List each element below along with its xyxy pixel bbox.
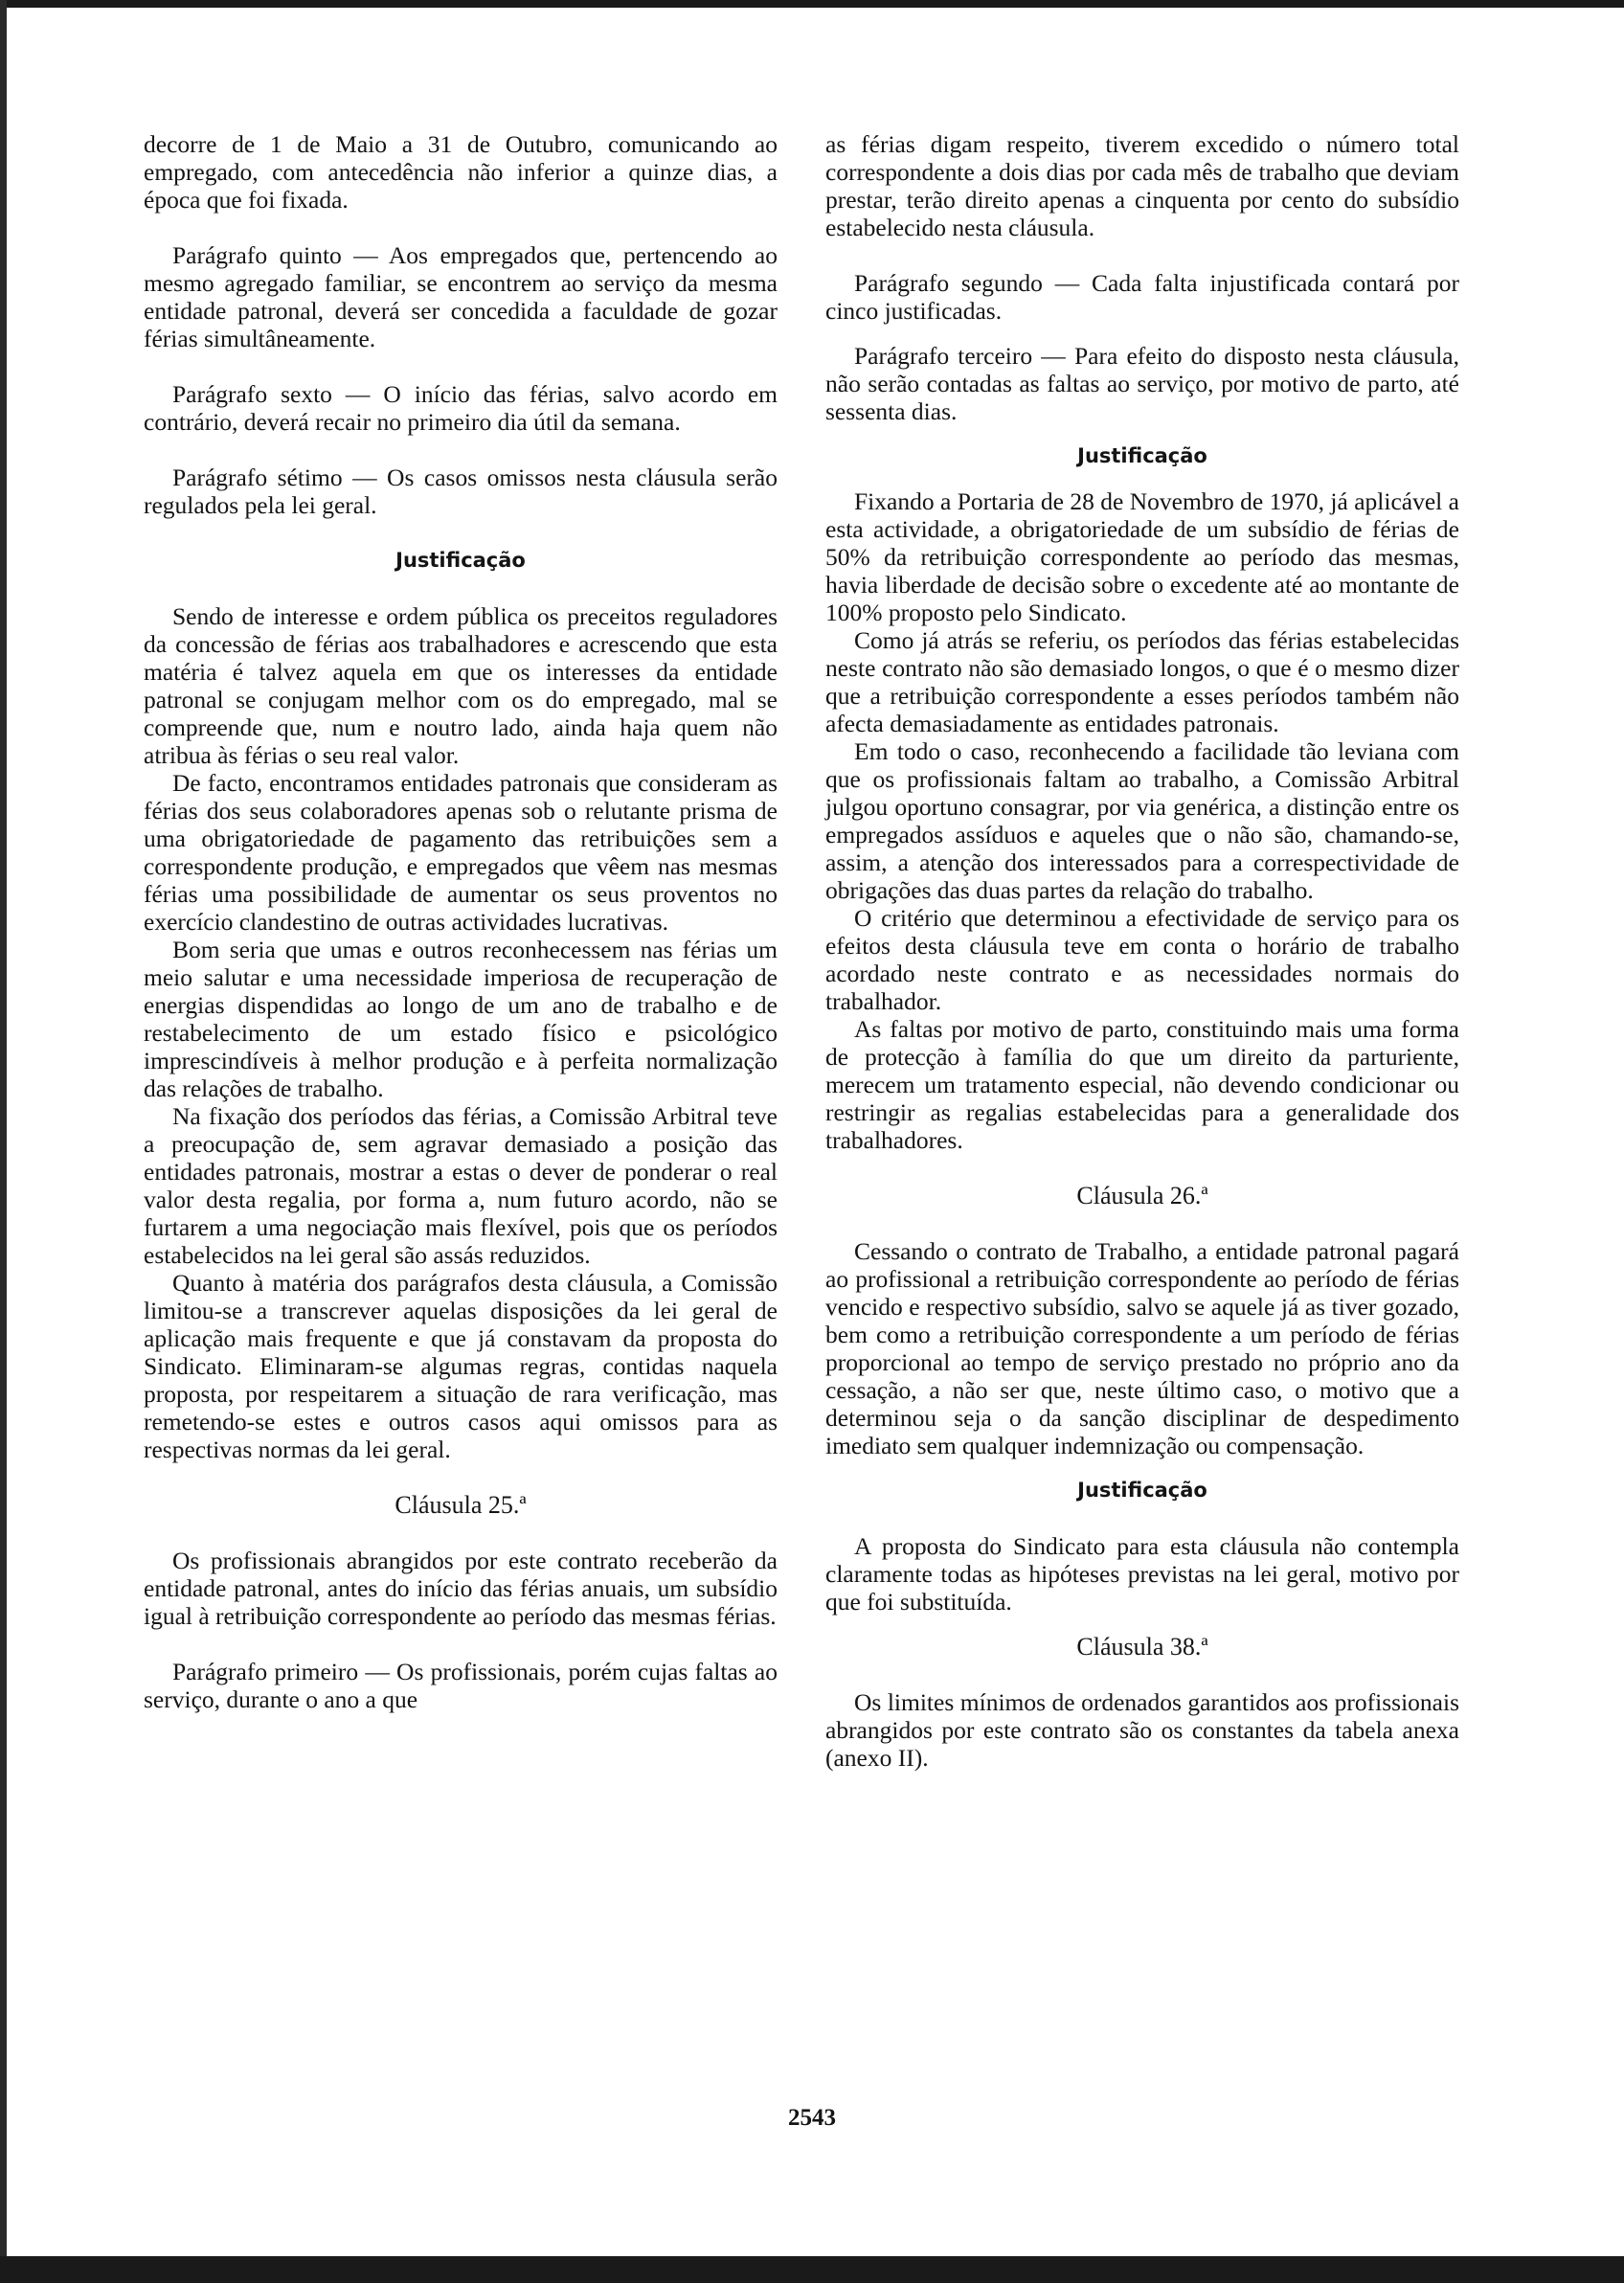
right-column [825, 130, 1459, 1772]
paragraph: A proposta do Sindicato para esta cláusula não contempla claramente todas as hipóteses previstas na lei geral, motivo por que foi substituída. [825, 1532, 1459, 1616]
paragraph: Parágrafo primeiro — Os profissionais, porém cujas faltas ao serviço, durante o ano a que [144, 1658, 778, 1713]
paragraph: Parágrafo quinto — Aos empregados que, pertencendo ao mesmo agregado familiar, se encontrem ao serviço da mesma entidade patronal, deverá ser concedida a faculdade de gozar férias simultâneamente. [144, 241, 778, 352]
paragraph: decorre de 1 de Maio a 31 de Outubro, comunicando ao empregado, com antecedência não inferior a quinze dias, a época que foi fixada. [144, 130, 778, 214]
scan-border-bottom [0, 2256, 1624, 2283]
paragraph: Parágrafo segundo — Cada falta injustificada contará por cinco justificadas. [825, 269, 1459, 325]
paragraph: Sendo de interesse e ordem pública os preceitos reguladores da concessão de férias aos trabalhadores e acrescendo que esta matéria é talvez aquela em que os interesses da entidade patronal se conjugam melhor com os do empregado, mal se compreende que, num e noutro lado, ainda haja quem não atribua às férias o seu real valor. [144, 602, 778, 769]
scan-border-left [0, 0, 7, 2283]
section-heading: Justificação [395, 549, 526, 572]
page-number: 2543 [788, 2105, 836, 2131]
paragraph: Os profissionais abrangidos por este contrato receberão da entidade patronal, antes do início das férias anuais, um subsídio igual à retribuição correspondente ao período das mesmas férias. [144, 1547, 778, 1630]
paragraph: Como já atrás se referiu, os períodos das férias estabelecidas neste contrato não são demasiado longos, o que é o mesmo dizer que a retribuição correspondente a esses períodos também não afecta demasiadamente as entidades patronais. [825, 626, 1459, 737]
clause-title: Cláusula 26.ª [1076, 1182, 1208, 1209]
paragraph: Na fixação dos períodos das férias, a Comissão Arbitral teve a preocupação de, sem agravar demasiado a posição das entidades patronais, mostrar a estas o dever de ponderar o real valor desta regalia, por forma a, num futuro acordo, não se furtarem a uma negociação mais flexível, pois que os períodos estabelecidos na lei geral são assás reduzidos. [144, 1102, 778, 1269]
paragraph: Parágrafo sexto — O início das férias, salvo acordo em contrário, deverá recair no primeiro dia útil da semana. [144, 380, 778, 436]
paragraph: De facto, encontramos entidades patronais que consideram as férias dos seus colaboradores apenas sob o relutante prisma de uma obrigatoriedade de pagamento das retribuições sem a correspondente produção, e empregados que vêem nas mesmas férias uma possibilidade de aumentar os seus proventos no exercício clandestino de outras actividades lucrativas. [144, 769, 778, 936]
paragraph: O critério que determinou a efectividade de serviço para os efeitos desta cláusula teve em conta o horário de trabalho acordado neste contrato e as necessidades normais do trabalhador. [825, 904, 1459, 1015]
paragraph: Em todo o caso, reconhecendo a facilidade tão leviana com que os profissionais faltam ao trabalho, a Comissão Arbitral julgou oportuno consagrar, por via genérica, a distinção entre os empregados assíduos e aqueles que o não são, chamando-se, assim, a atenção dos interessados para a correspectividade de obrigações das duas partes da relação do trabalho. [825, 737, 1459, 904]
clause-title: Cláusula 38.ª [1076, 1633, 1208, 1661]
paragraph: Os limites mínimos de ordenados garantidos aos profissionais abrangidos por este contrato são os constantes da tabela anexa (anexo II). [825, 1688, 1459, 1772]
paragraph: Fixando a Portaria de 28 de Novembro de 1970, já aplicável a esta actividade, a obrigatoriedade de um subsídio de férias de 50% da retribuição correspondente ao período das mesmas, havia liberdade de decisão sobre o excedente até ao montante de 100% proposto pelo Sindicato. [825, 487, 1459, 626]
section-heading: Justificação [1077, 1479, 1207, 1502]
paragraph: as férias digam respeito, tiverem excedido o número total correspondente a dois dias por cada mês de trabalho que deviam prestar, terão direito apenas a cinquenta por cento do subsídio estabelecido nesta cláusula. [825, 130, 1459, 241]
paragraph: Cessando o contrato de Trabalho, a entidade patronal pagará ao profissional a retribuição correspondente ao período de férias vencido e respectivo subsídio, salvo se aquele já as tiver gozado, bem como a retribuição correspondente a um período de férias proporcional ao tempo de serviço prestado no próprio ano da cessação, a não ser que, neste último caso, o motivo que a determinou seja o da sanção disciplinar de despedimento imediato sem qualquer indemnização ou compensação. [825, 1237, 1459, 1459]
left-column [144, 130, 778, 1713]
paragraph: Quanto à matéria dos parágrafos desta cláusula, a Comissão limitou-se a transcrever aquelas disposições da lei geral de aplicação mais frequente e que já constavam da proposta do Sindicato. Eliminaram-se algumas regras, contidas naquela proposta, por respeitarem a situação de rara verificação, mas remetendo-se estes e outros casos aqui omissos para as respectivas normas da lei geral. [144, 1269, 778, 1463]
paragraph: Parágrafo terceiro — Para efeito do disposto nesta cláusula, não serão contadas as faltas ao serviço, por motivo de parto, até sessenta dias. [825, 342, 1459, 425]
clause-title: Cláusula 25.ª [395, 1491, 527, 1519]
paragraph: Bom seria que umas e outros reconhecessem nas férias um meio salutar e uma necessidade imperiosa de recuperação de energias dispendidas ao longo de um ano de trabalho e de restabelecimento de um estado físico e psicológico imprescindíveis à melhor produção e à perfeita normalização das relações de trabalho. [144, 936, 778, 1102]
paragraph: As faltas por motivo de parto, constituindo mais uma forma de protecção à família do que um direito da parturiente, merecem um tratamento especial, não devendo condicionar ou restringir as regalias estabelecidas para a generalidade dos trabalhadores. [825, 1015, 1459, 1154]
section-heading: Justificação [1077, 444, 1207, 467]
scan-border-top [0, 0, 1624, 8]
paragraph: Parágrafo sétimo — Os casos omissos nesta cláusula serão regulados pela lei geral. [144, 463, 778, 519]
